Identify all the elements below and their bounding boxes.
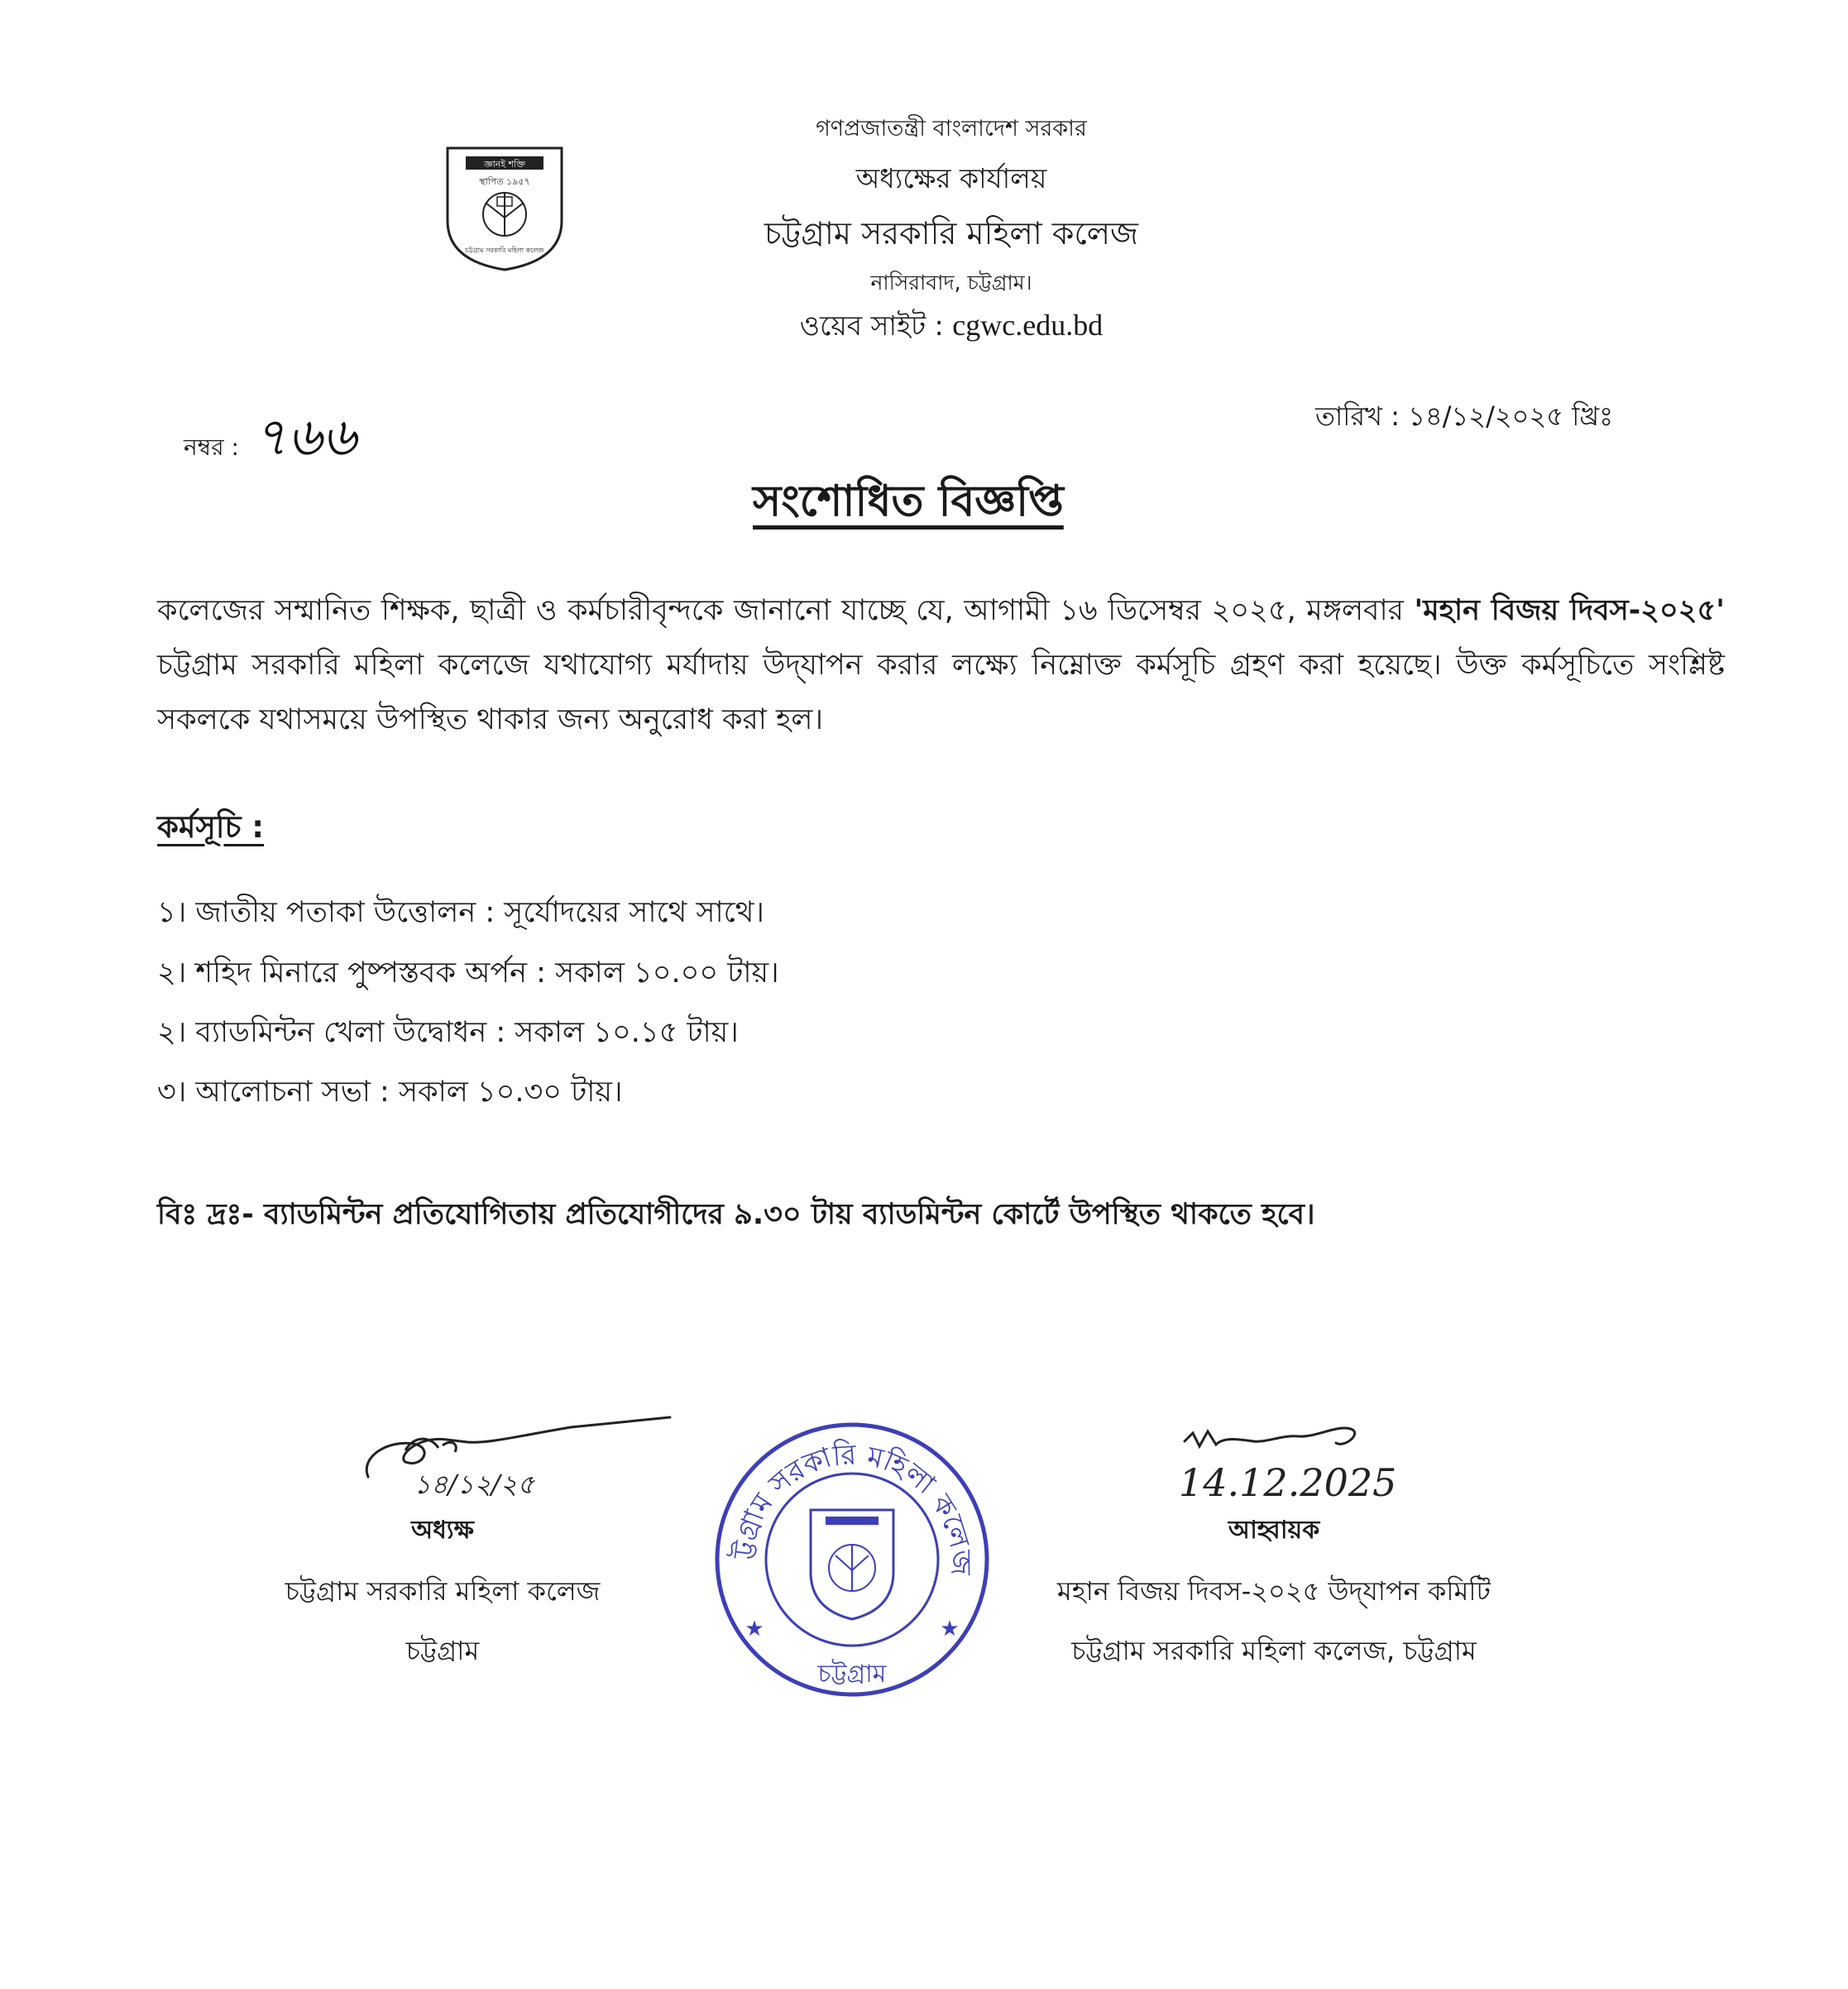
convener-signature-date: 14.12.2025 — [1179, 1460, 1397, 1505]
official-seal — [711, 1419, 993, 1700]
reference-number — [184, 397, 357, 486]
website-line — [662, 304, 1241, 351]
notice-title: সংশোধিত বিজ্ঞপ্তি — [753, 477, 1064, 526]
program-item: ২। ব্যাডমিন্টন খেলা উদ্বোধন : সকাল ১০.১৫ টায়। — [157, 1016, 739, 1049]
convener-signature — [1175, 1407, 1522, 1506]
seal-bottom-text: চট্টগ্রাম — [817, 1660, 887, 1689]
seal-star-icon: ★ — [940, 1617, 960, 1642]
website-label: ওয়েব সাইট : — [799, 309, 944, 342]
special-note: বিঃ দ্রঃ- ব্যাডমিন্টন প্রতিযোগিতায় প্রতিযোগীদের ৯.৩০ টায় ব্যাডমিন্টন কোর্টে উপস্থিত থাকতে হবে। — [157, 1198, 1315, 1231]
reference-value: ৭৬৬ — [252, 407, 357, 468]
program-item: ১। জাতীয় পতাকা উত্তোলন : সূর্যোদয়ের সাথে সাথে। — [157, 896, 764, 929]
program-item: ৩। আলোচনা সভা : সকাল ১০.৩০ টায়। — [157, 1076, 623, 1109]
college-address: নাসিরাবাদ, চট্টগ্রাম। — [870, 271, 1032, 295]
date-value: ১৪/১২/২০২৫ খ্রিঃ — [1408, 400, 1614, 432]
website-url[interactable]: cgwc.edu.bd — [952, 309, 1104, 342]
date-label: তারিখ : — [1315, 400, 1400, 432]
notice-date — [1315, 395, 1613, 440]
program-item: ২। শহিদ মিনারে পুষ্পস্তবক অর্পন : সকাল ১০.০০ টায়। — [157, 956, 779, 990]
principal-city: চট্টগ্রাম — [405, 1635, 480, 1666]
logo-established-text: স্থাপিত ১৯৫৭ — [479, 176, 530, 187]
college-logo — [443, 145, 567, 273]
convener-block — [960, 1510, 1588, 1689]
reference-label: নম্বর : — [184, 434, 239, 461]
logo-bottom-text: চট্টগ্রাম সরকারি মহিলা কলেজ — [465, 247, 544, 254]
office-name: অধ্যক্ষের কার্যালয় — [855, 162, 1047, 194]
principal-signature — [356, 1411, 678, 1502]
principal-title: অধ্যক্ষ — [411, 1516, 474, 1545]
program-heading: কর্মসূচি : — [157, 809, 265, 845]
body-text-part1: কলেজের সম্মানিত শিক্ষক, ছাত্রী ও কর্মচারীবৃন্দকে জানানো যাচ্ছে যে, আগামী ১৬ ডিসেম্বর ২০২৫, মঙ্গলবার — [157, 594, 1404, 627]
seal-star-icon: ★ — [744, 1617, 764, 1642]
convener-committee: মহান বিজয় দিবস-২০২৫ উদ্‌যাপন কমিটি — [1057, 1575, 1491, 1607]
logo-top-text: জ্ঞানই শক্তি — [484, 159, 525, 170]
event-name: 'মহান বিজয় দিবস-২০২৫' — [1414, 594, 1725, 627]
body-text-part2: চট্টগ্রাম সরকারি মহিলা কলেজে যথাযোগ্য মর্যাদায় উদ্‌যাপন করার লক্ষ্যে নিম্নোক্ত কর্মসূচি গ্রহণ করা হয়েছে। উক্ত কর্মসূচিতে সংশ্লিষ্ট সকলকে যথাসময়ে উপস্থিত থাকার জন্য অনুরোধ করা হল। — [157, 649, 1725, 736]
convener-title: আহ্বায়ক — [1228, 1516, 1320, 1545]
principal-block — [211, 1510, 674, 1689]
seal-ring-text: ট্টগ্রাম সরকারি মহিলা কলেজ — [726, 1438, 978, 1576]
principal-signature-date: ১৪/১২/২৫ — [414, 1469, 535, 1500]
principal-college: চট্টগ্রাম সরকারি মহিলা কলেজ — [285, 1575, 601, 1607]
government-name: গণপ্রজাতন্ত্রী বাংলাদেশ সরকার — [816, 116, 1087, 141]
college-name: চট্টগ্রাম সরকারি মহিলা কলেজ — [764, 215, 1139, 252]
convener-college: চট্টগ্রাম সরকারি মহিলা কলেজ, চট্টগ্রাম — [1071, 1635, 1477, 1666]
notice-body — [157, 583, 1725, 747]
